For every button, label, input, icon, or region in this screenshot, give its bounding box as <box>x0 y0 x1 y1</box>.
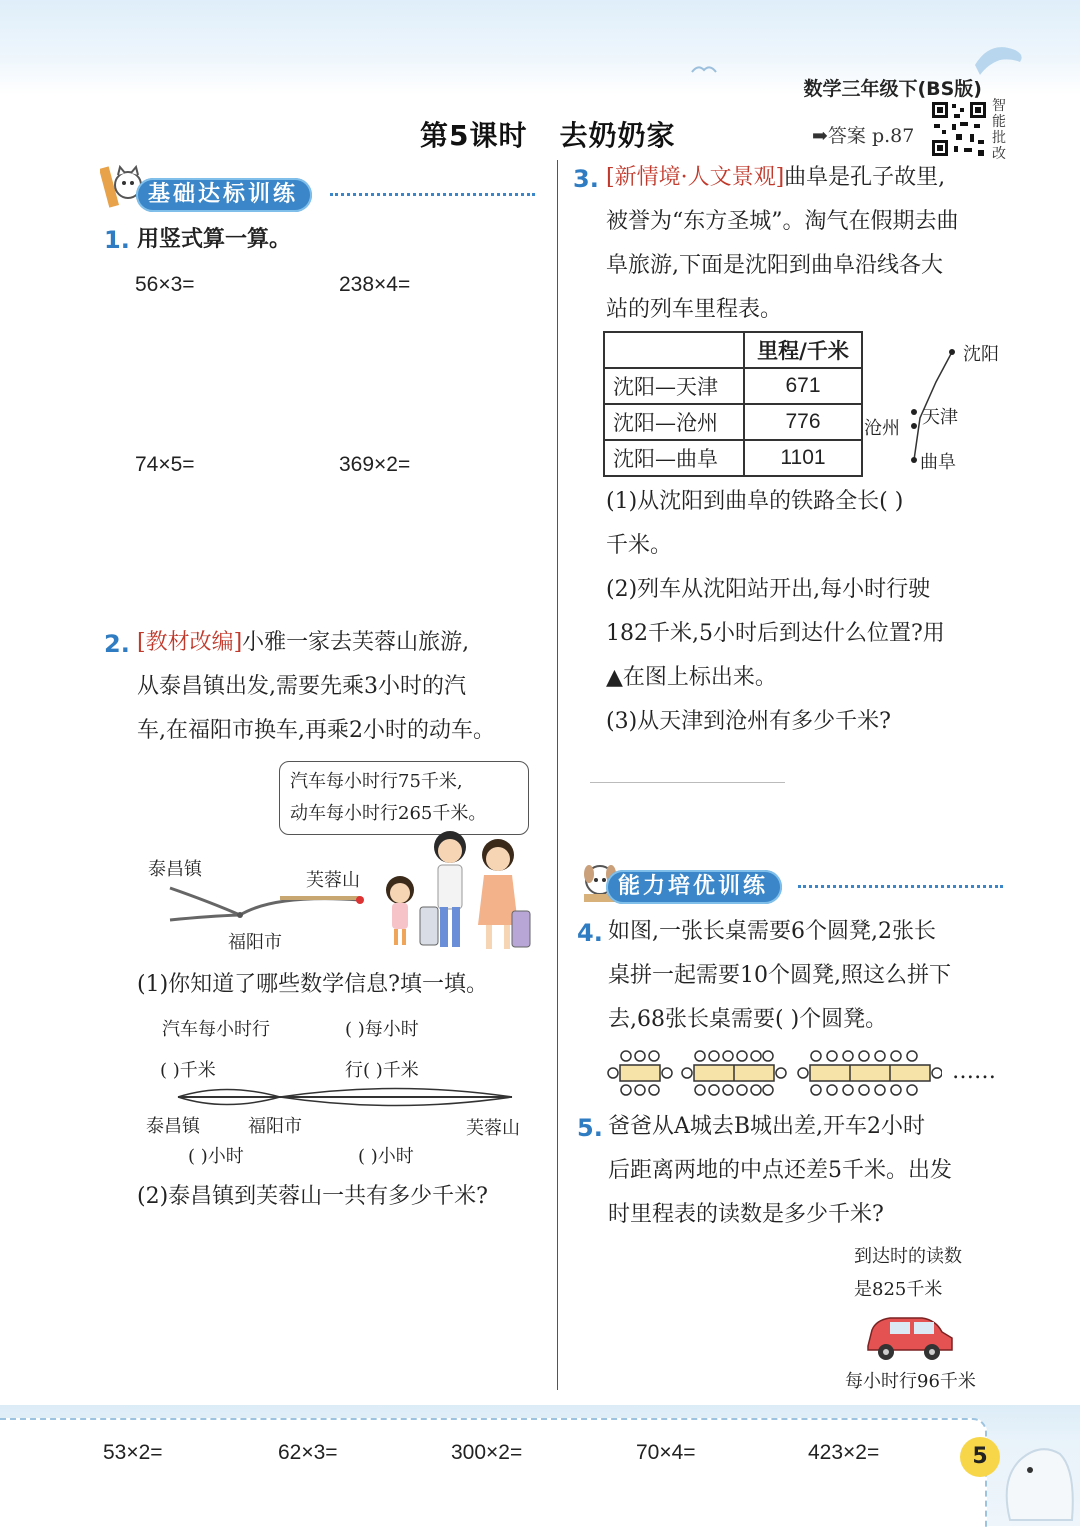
station-qufu: 曲阜 <box>920 452 956 473</box>
fill-time1[interactable]: ( )小时 <box>188 1146 244 1167</box>
q4-line1: 如图,一张长桌需要6个圆凳,2张长 <box>608 919 936 944</box>
fill-row2b[interactable]: 行( )千米 <box>345 1060 419 1081</box>
section-dots <box>798 885 1003 888</box>
q3-line4: 站的列车里程表。 <box>606 297 783 322</box>
section-advanced-training: 能力培优训练 <box>606 870 782 904</box>
q3-sub2b: 182千米,5小时后到达什么位置?用 <box>606 621 945 646</box>
q2-sub1: (1)你知道了哪些数学信息?填一填。 <box>137 972 488 997</box>
q2-sub2: (2)泰昌镇到芙蓉山一共有多少千米? <box>137 1184 488 1209</box>
tables-and-stools-figure <box>602 1045 942 1100</box>
family-illustration <box>380 825 540 953</box>
q2-tag: [教材改编] <box>137 630 243 655</box>
bubble-line2: 动车每小时行265千米。 <box>290 803 487 824</box>
car-icon <box>860 1308 960 1364</box>
table-route: 沈阳—沧州 <box>604 404 744 440</box>
fill-row2a[interactable]: ( )千米 <box>160 1060 216 1081</box>
q1-item: 74×5= <box>135 453 195 476</box>
q4-line3: 去,68张长桌需要( )个圆凳。 <box>608 1007 888 1032</box>
q3-number: 3. <box>573 165 599 193</box>
station-tianjin: 天津 <box>922 407 958 428</box>
book-title: 数学三年级下(BS版) <box>803 78 982 100</box>
table-cell-empty <box>604 332 744 368</box>
station-shenyang: 沈阳 <box>963 344 999 365</box>
q3-sub1a: (1)从沈阳到曲阜的铁路全长( ) <box>606 489 904 514</box>
answer-line <box>590 782 785 783</box>
q3-sub2c: ▲在图上标出来。 <box>606 665 777 690</box>
q3-line1: 曲阜是孔子故里, <box>784 165 946 190</box>
table-row <box>604 332 862 368</box>
table-km: 1101 <box>744 440 862 476</box>
q5-number: 5. <box>577 1114 603 1142</box>
table-km: 671 <box>744 368 862 404</box>
q3-sub3: (3)从天津到沧州有多少千米? <box>606 709 891 734</box>
q5-line1: 爸爸从A城去B城出差,开车2小时 <box>608 1114 926 1139</box>
qr-label: 智能批改 <box>992 98 1006 162</box>
station-cangzhou: 沧州 <box>864 418 900 439</box>
q1-item: 238×4= <box>339 273 411 296</box>
seg-label-fuyang: 福阳市 <box>248 1116 302 1137</box>
fill-row1a: 汽车每小时行 <box>162 1019 270 1040</box>
q3-tag: [新情境·人文景观] <box>606 165 785 190</box>
q2-number: 2. <box>104 630 130 658</box>
oral-calc: 423×2= <box>808 1441 880 1464</box>
fill-row1b[interactable]: ( )每小时 <box>345 1019 419 1040</box>
q5-line2: 后距离两地的中点还差5千米。出发 <box>608 1158 952 1183</box>
oral-calc: 62×3= <box>278 1441 338 1464</box>
q3-line2: 被誉为“东方圣城”。淘气在假期去曲 <box>606 209 959 234</box>
bird-icon <box>690 60 720 80</box>
table-route: 沈阳—曲阜 <box>604 440 744 476</box>
footer-card <box>0 1418 987 1528</box>
page-number: 5 <box>960 1437 1000 1477</box>
table-header: 里程/千米 <box>744 332 862 368</box>
section-basic-training: 基础达标训练 <box>136 178 312 212</box>
q2-line3: 车,在福阳市换车,再乘2小时的动车。 <box>137 718 495 743</box>
table-route: 沈阳—天津 <box>604 368 744 404</box>
q4-ellipsis: …… <box>952 1059 996 1084</box>
q3-line3: 阜旅游,下面是沈阳到曲阜沿线各大 <box>606 253 943 278</box>
speech-bubble <box>279 761 529 835</box>
answer-reference: ➡答案 p.87 <box>812 125 915 147</box>
q3-sub2a: (2)列车从沈阳站开出,每小时行驶 <box>606 577 931 602</box>
table-row <box>604 440 862 476</box>
table-row <box>604 368 862 404</box>
bubble-line1: 汽车每小时行75千米, <box>290 771 463 792</box>
map-label-fuyang: 福阳市 <box>228 932 282 953</box>
route-map <box>160 880 370 940</box>
lesson-number: 第5课时 <box>420 119 528 152</box>
column-divider <box>557 160 558 1390</box>
q5-note2: 是825千米 <box>854 1279 943 1300</box>
q1-number: 1. <box>104 226 130 254</box>
oral-calc: 300×2= <box>451 1441 523 1464</box>
q2-line2: 从泰昌镇出发,需要先乘3小时的汽 <box>137 674 466 699</box>
map-label-taichang: 泰昌镇 <box>148 859 202 880</box>
seal-mascot-icon <box>990 1420 1080 1526</box>
q2-line <box>137 621 469 665</box>
table-km: 776 <box>744 404 862 440</box>
section-dots <box>330 193 535 196</box>
q5-note1: 到达时的读数 <box>854 1246 962 1267</box>
lesson-topic: 去奶奶家 <box>559 119 676 152</box>
q1-text: 用竖式算一算。 <box>137 227 292 252</box>
q4-line2: 桌拼一起需要10个圆凳,照这么拼下 <box>608 963 951 988</box>
table-row <box>604 404 862 440</box>
map-label-furong: 芙蓉山 <box>306 870 360 891</box>
qr-code-icon[interactable] <box>930 100 988 158</box>
oral-calc: 70×4= <box>636 1441 696 1464</box>
q5-line3: 时里程表的读数是多少千米? <box>608 1202 884 1227</box>
page-title <box>420 114 676 154</box>
seg-label-furong: 芙蓉山 <box>466 1118 520 1139</box>
segment-diagram <box>170 1080 520 1114</box>
q2-line1: 小雅一家去芙蓉山旅游, <box>242 630 470 655</box>
q1-item: 369×2= <box>339 453 411 476</box>
q3-sub1b: 千米。 <box>606 533 673 558</box>
q4-number: 4. <box>577 919 603 947</box>
q1-item: 56×3= <box>135 273 195 296</box>
mileage-table <box>603 331 863 477</box>
oral-calc: 53×2= <box>103 1441 163 1464</box>
q5-speed: 每小时行96千米 <box>845 1371 976 1392</box>
q3-line <box>606 156 945 200</box>
seg-label-taichang: 泰昌镇 <box>146 1116 200 1137</box>
fill-time2[interactable]: ( )小时 <box>358 1146 414 1167</box>
